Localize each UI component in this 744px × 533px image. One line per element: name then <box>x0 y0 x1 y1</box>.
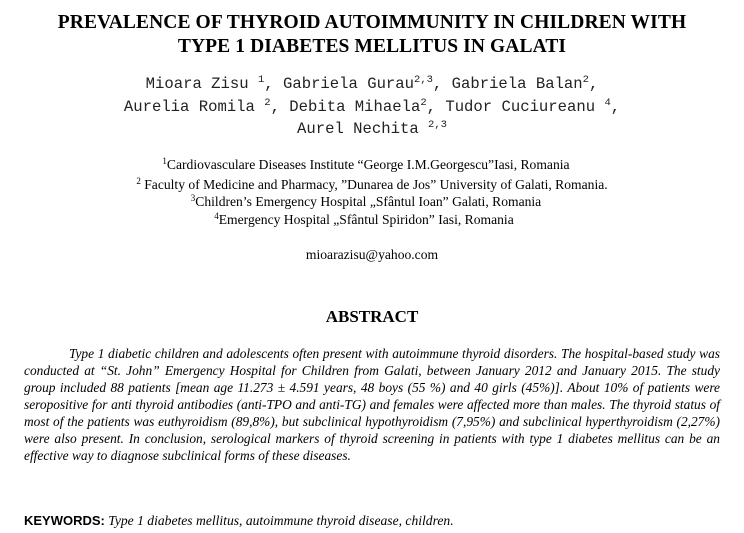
author-affiliation-mark: 2 <box>420 97 427 109</box>
affiliation-1 <box>0 156 738 173</box>
author-name: Aurelia Romila <box>123 98 255 116</box>
abstract-heading: ABSTRACT <box>325 307 419 326</box>
keywords-label: KEYWORDS: <box>24 513 105 528</box>
author-list-line-3 <box>0 119 744 140</box>
author-affiliation-mark: 4 <box>604 97 611 109</box>
affiliation-mark: 1 <box>162 156 167 166</box>
author-name: Mioara Zisu <box>145 75 249 93</box>
paper-title-line-2: TYPE 1 DIABETES MELLITUS IN GALATI <box>177 36 567 57</box>
affiliation-mark: 3 <box>190 193 196 203</box>
author-name: Tudor Cuciureanu <box>445 98 596 116</box>
affiliation-mark: 4 <box>214 211 219 221</box>
contact-email: mioarazisu@yahoo.com <box>305 247 439 262</box>
author-list-line-2: Aurelia Romila $^2$, Debita Mihaela$^2$, Tudor Cuciureanu $^4$, <box>123 97 621 116</box>
paper-title-line-1: PREVALENCE OF THYROID AUTOIMMUNITY IN CHILDREN WITH <box>57 12 687 33</box>
author-affiliation-mark: 2 <box>582 74 589 86</box>
affiliation-text: Emergency Hospital „Sfântul Spiridon” Iasi, Romania <box>218 212 514 227</box>
affiliation-4 <box>0 211 736 228</box>
affiliation-2 <box>0 176 744 193</box>
abstract-body: Type 1 diabetic children and adolescents often present with autoimmune thyroid disorders. The hospital-based study was conducted at “St. John” Emergency Hospital for Children from Galati, between January 2012 and January 2015. The study group included 88 patients [mean age 11.273 ± 4.591 years, 48 boys (55 %) and 40 girls (45%)]. About 10% of patients were seropositive for anti thyroid antibodies (anti-TPO and anti-TG) and females were affected more than males. The thyroid status of most of the patients was euthyroidism (89,8%), but subclinical hypothyroidism (7,95%) and subclinical hyperthyroidism (2,27%) were also present. In conclusion, serological markers of thyroid screening in patients with type 1 diabetes mellitus can be an effective way to diagnose subclinical forms of these diseases. <box>24 346 720 463</box>
affiliation-3 <box>0 193 738 210</box>
keywords-line <box>24 512 724 529</box>
keywords-text: Type 1 diabetes mellitus, autoimmune thyroid disease, children. <box>104 513 454 528</box>
author-list-line-1: Mioara Zisu $^1$, Gabriela Gurau$^{2,3}$, Gabriela Balan$^2$, <box>145 74 599 93</box>
author-name: Debita Mihaela <box>289 98 421 116</box>
affiliation-mark: 2 <box>136 176 141 186</box>
author-affiliation-mark: 2 <box>264 97 271 109</box>
affiliation-text: Children’s Emergency Hospital „Sfântul Ioan” Galati, Romania <box>195 194 542 209</box>
author-affiliation-mark: 2,3 <box>428 119 447 131</box>
author-affiliation-mark: 1 <box>257 74 265 86</box>
author-name: Aurel Nechita <box>297 120 419 138</box>
author-name: Gabriela Balan <box>451 75 583 93</box>
affiliation-text: Faculty of Medicine and Pharmacy, ”Dunarea de Jos” University of Galati, Romania. <box>140 177 608 192</box>
author-affiliation-mark: 2,3 <box>414 74 433 86</box>
affiliation-text: Cardiovasculare Diseases Institute “George I.M.Georgescu”Iasi, Romania <box>166 157 570 172</box>
author-name: Gabriela Gurau <box>283 75 415 93</box>
